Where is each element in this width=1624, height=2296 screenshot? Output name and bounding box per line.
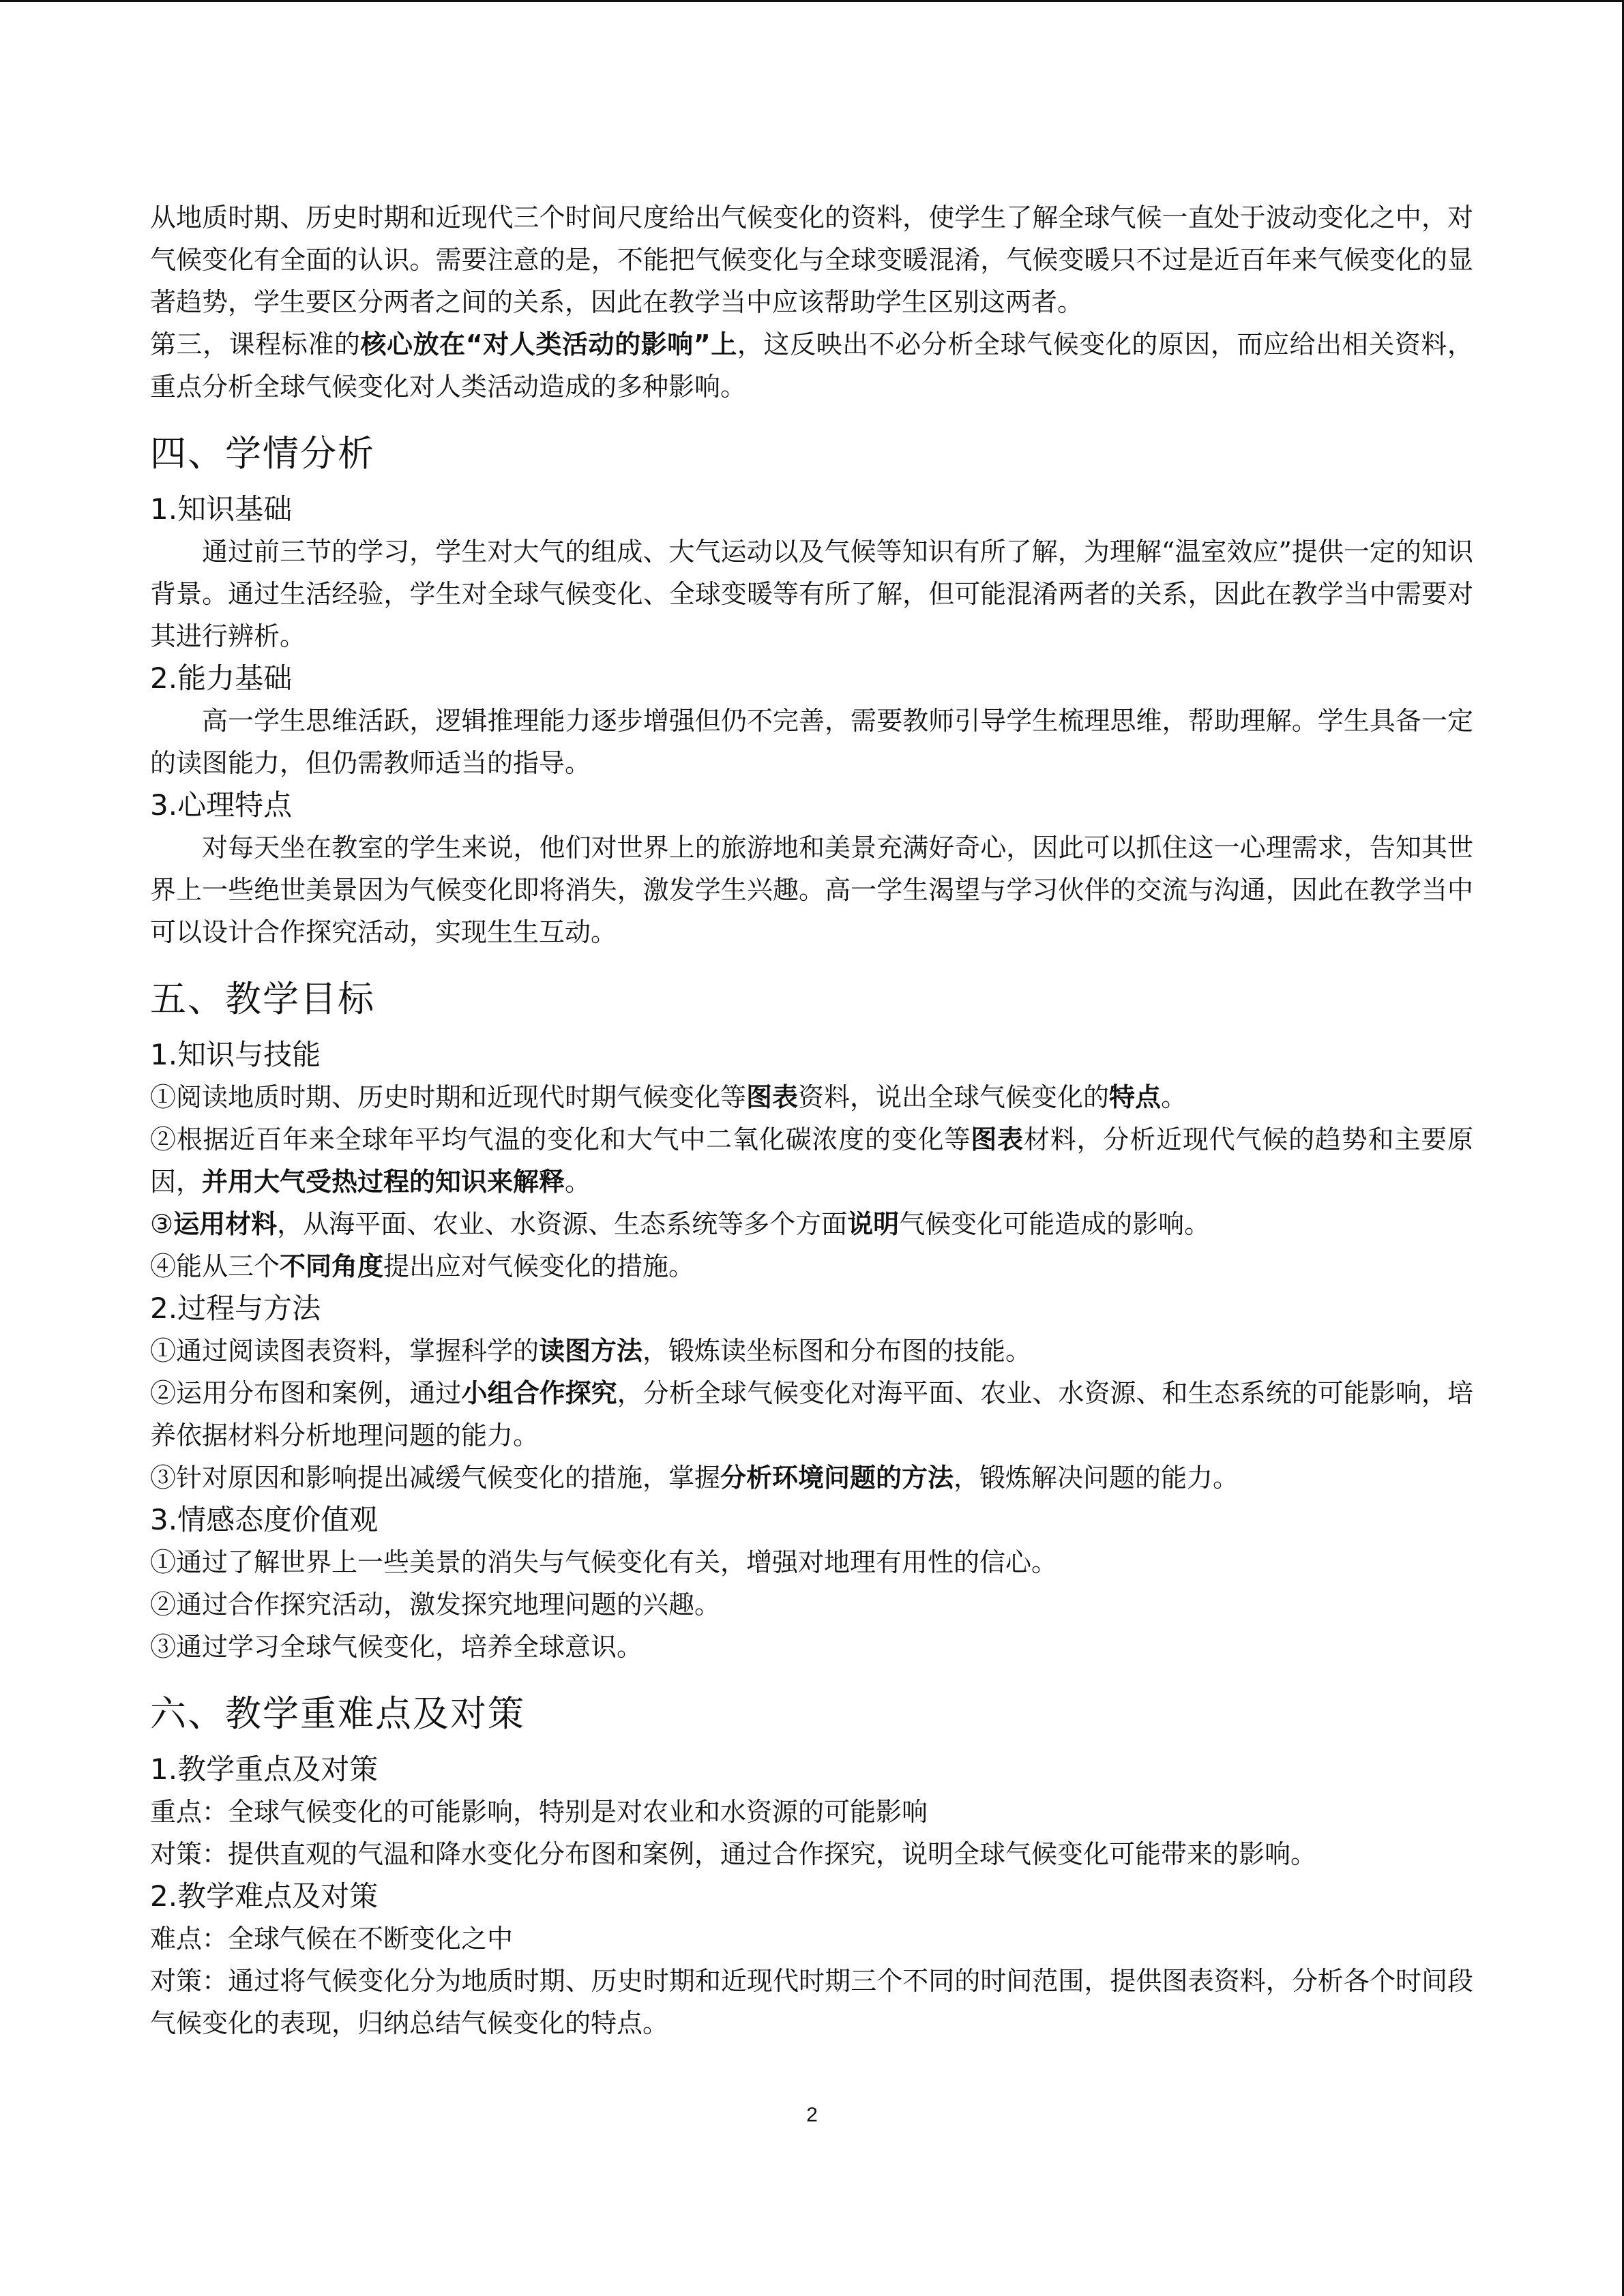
subheading-difficulty: 2.教学难点及对策 (150, 1879, 379, 1913)
objective-method-1 (150, 1330, 1473, 1372)
emphasis-text: 说明 (847, 1209, 900, 1239)
emphasis-text: 分析环境问题的方法 (720, 1463, 954, 1493)
emphasis-text: 特点 (1109, 1082, 1162, 1112)
text-run: ，锻炼解决问题的能力。 (954, 1463, 1239, 1493)
text-run: ②根据近百年来全球年平均气温的变化和大气中二氧化碳浓度的变化等 (150, 1124, 971, 1154)
page-content (150, 196, 1473, 2044)
objective-emotion-1: ①通过了解世界上一些美景的消失与气候变化有关，增强对地理有用性的信心。 (150, 1547, 1058, 1577)
text-run: 材料，分析近现代气候的趋势和主要原因， (150, 1124, 1473, 1197)
objective-emotion-3: ③通过学习全球气候变化，培养全球意识。 (150, 1632, 643, 1662)
subheading-focus: 1.教学重点及对策 (150, 1753, 379, 1786)
text-run: ，从海平面、农业、水资源、生态系统等多个方面 (277, 1209, 848, 1239)
objective-knowledge-4 (150, 1245, 1473, 1287)
emphasis-text: 核心放在“对人类活动的影响”上 (360, 329, 737, 359)
emphasis-text: 运用材料 (173, 1209, 278, 1239)
emphasis-text: 并用大气受热过程的知识来解释 (202, 1167, 565, 1197)
objective-method-2 (150, 1372, 1473, 1457)
emphasis-text: 读图方法 (539, 1336, 643, 1366)
difficulty-line: 难点：全球气候在不断变化之中 (150, 1924, 514, 1954)
objective-emotion-2: ②通过合作探究活动，激发探究地理问题的兴趣。 (150, 1590, 721, 1620)
subheading-emotion-values: 3.情感态度价值观 (150, 1503, 379, 1536)
focus-strategy-line: 对策：提供直观的气温和降水变化分布图和案例，通过合作探究，说明全球气候变化可能带来的影响。 (150, 1839, 1317, 1869)
text-run: ③针对原因和影响提出减缓气候变化的措施，掌握 (150, 1463, 721, 1493)
section-heading-4: 四、学情分析 (150, 433, 375, 475)
text-run: 气候变化可能造成的影响。 (899, 1209, 1211, 1239)
subheading-psychology: 3.心理特点 (150, 788, 293, 822)
subheading-knowledge-base: 1.知识基础 (150, 492, 293, 526)
objective-knowledge-3 (150, 1203, 1473, 1245)
text-run: 。 (565, 1167, 591, 1197)
psychology-paragraph: 对每天坐在教室的学生来说，他们对世界上的旅游地和美景充满好奇心，因此可以抓住这一心理需求，告知其世界上一些绝世美景因为气候变化即将消失，激发学生兴趣。高一学生渴望与学习伙伴的交流与沟通，因此在教学当中可以设计合作探究活动，实现生生互动。 (150, 833, 1473, 947)
section-heading-6: 六、教学重难点及对策 (150, 1693, 525, 1735)
text-run: ④能从三个 (150, 1251, 280, 1281)
text-run: ③ (150, 1209, 174, 1239)
section-heading-5: 五、教学目标 (150, 979, 375, 1020)
text-run: ，分析全球气候变化对海平面、农业、水资源、和生态系统的可能影响，培养依据材料分析地理问题的能力。 (150, 1378, 1473, 1450)
subheading-process-methods: 2.过程与方法 (150, 1292, 321, 1325)
knowledge-base-paragraph: 通过前三节的学习，学生对大气的组成、大气运动以及气候等知识有所了解，为理解“温室效应”提供一定的知识背景。通过生活经验，学生对全球气候变化、全球变暖等有所了解，但可能混淆两者的关系，因此在教学当中需要对其进行辨析。 (150, 537, 1473, 651)
subheading-knowledge-skills: 1.知识与技能 (150, 1038, 321, 1071)
page-number: 2 (806, 2104, 818, 2126)
text-run: 第三，课程标准的 (150, 329, 361, 359)
intro-paragraph-2 (150, 323, 1473, 408)
emphasis-text: 图表 (971, 1124, 1024, 1154)
intro-paragraph-1: 从地质时期、历史时期和近现代三个时间尺度给出气候变化的资料，使学生了解全球气候一直处于波动变化之中，对气候变化有全面的认识。需要注意的是，不能把气候变化与全球变暖混淆，气候变暖只不过是近百年来气候变化的显著趋势，学生要区分两者之间的关系，因此在教学当中应该帮助学生区别这两者。 (150, 203, 1473, 317)
text-run: 资料，说出全球气候变化的 (798, 1082, 1110, 1112)
difficulty-strategy-line: 对策：通过将气候变化分为地质时期、历史时期和近现代时期三个不同的时间范围，提供图表资料，分析各个时间段气候变化的表现，归纳总结气候变化的特点。 (150, 1966, 1473, 2038)
text-run: ①通过阅读图表资料，掌握科学的 (150, 1336, 540, 1366)
subheading-ability-base: 2.能力基础 (150, 661, 293, 695)
objective-knowledge-1 (150, 1076, 1473, 1118)
text-run: 提出应对气候变化的措施。 (383, 1251, 695, 1281)
emphasis-text: 图表 (746, 1082, 799, 1112)
ability-base-paragraph: 高一学生思维活跃，逻辑推理能力逐步增强但仍不完善，需要教师引导学生梳理思维，帮助理解。学生具备一定的读图能力，但仍需教师适当的指导。 (150, 706, 1473, 778)
text-run: 。 (1161, 1082, 1187, 1112)
objective-method-3 (150, 1457, 1473, 1499)
focus-line: 重点：全球气候变化的可能影响，特别是对农业和水资源的可能影响 (150, 1797, 928, 1827)
emphasis-text: 不同角度 (280, 1251, 384, 1281)
emphasis-text: 小组合作探究 (461, 1378, 617, 1408)
text-run: ②运用分布图和案例，通过 (150, 1378, 462, 1408)
text-run: ，锻炼读坐标图和分布图的技能。 (643, 1336, 1032, 1366)
text-run: ，这反映出不必分析全球气候变化的原因，而应给出相关资料，重点分析全球气候变化对人类活动造成的多种影响。 (150, 329, 1473, 402)
objective-knowledge-2 (150, 1118, 1473, 1203)
text-run: ①阅读地质时期、历史时期和近现代时期气候变化等 (150, 1082, 747, 1112)
